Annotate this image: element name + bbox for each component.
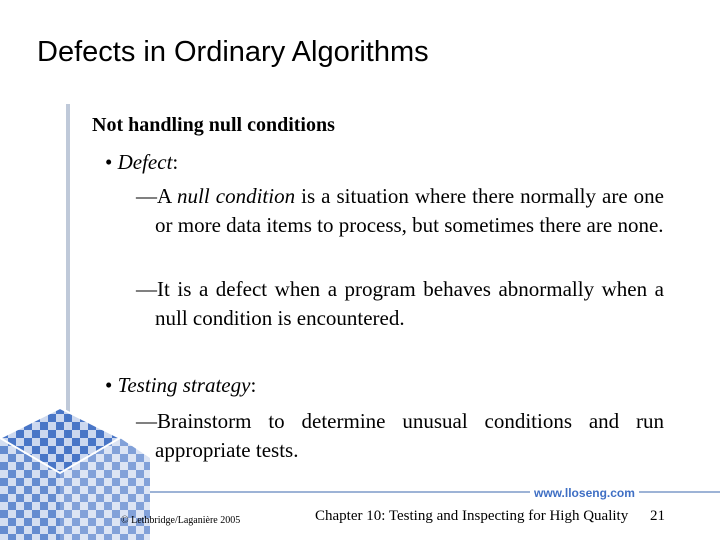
para-rest: is a situation where there normally are one or more data items to process, but sometimes there are none. (155, 184, 665, 237)
para-emphasis: null condition (177, 184, 296, 208)
website-link[interactable]: www.lloseng.com (530, 486, 639, 500)
bullet-marker: • (105, 150, 113, 174)
bullet-suffix: : (172, 150, 179, 174)
paragraph-brainstorm: —Brainstorm to determine unusual conditions and run appropriate tests. (136, 409, 664, 462)
bullet-testing-strategy (105, 373, 256, 398)
bullet-label: Defect (117, 150, 173, 174)
chapter-title: Chapter 10: Testing and Inspecting for High Quality (315, 508, 629, 524)
paragraph-null-condition (136, 182, 664, 239)
slide-title: Defects in Ordinary Algorithms (37, 36, 429, 68)
copyright-text: © Lethbridge/Laganière 2005 (121, 515, 241, 526)
paragraph-defect-definition: —It is a defect when a program behaves abnormally when a null condition is encountered. (136, 277, 664, 330)
bullet-marker: • (105, 373, 113, 397)
bullet-label: Testing strategy (117, 373, 251, 397)
section-heading: Not handling null conditions (92, 114, 335, 136)
para-dash: —A (136, 184, 178, 208)
page-number: 21 (650, 508, 665, 524)
bullet-defect (105, 150, 178, 175)
bullet-suffix: : (250, 373, 257, 397)
